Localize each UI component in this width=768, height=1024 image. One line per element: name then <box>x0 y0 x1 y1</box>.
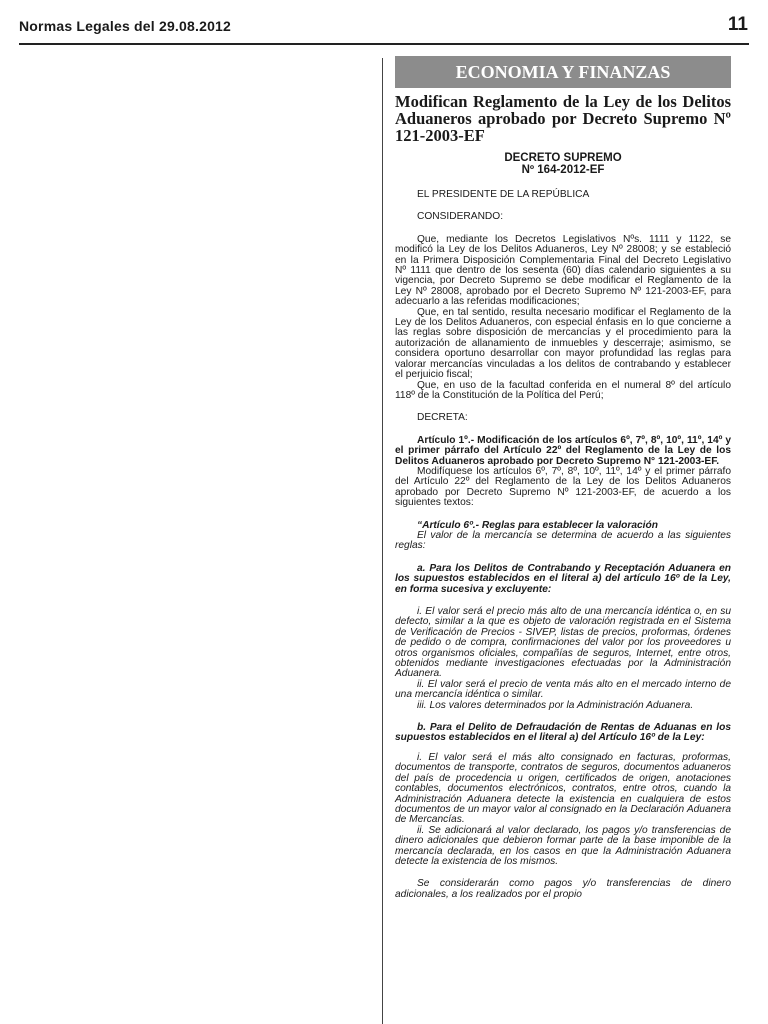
header-publication-date: Normas Legales del 29.08.2012 <box>19 18 232 34</box>
rule-a-heading: a. Para los Delitos de Contrabando y Receptación Aduanera en los supuestos establecidos en el literal a) del artículo 16º de la Ley, en forma sucesiva y excluyente: <box>395 562 731 595</box>
page-number: 11 <box>727 14 748 35</box>
rule-b-item-i: i. El valor será el más alto consignado en facturas, proformas, documentos de transporte, contratos de seguros, documentos aduaneros del país de procedencia u origen, certificados de origen, anotaciones contables, documentos electrónicos, contratos, entre otros, cuando la Administración Aduanera detecte la existencia en cualquiera de estos documentos de un mayor valor al consignado en la Declaración Aduanera de Mercancías. <box>395 751 731 826</box>
section-banner: ECONOMIA Y FINANZAS <box>395 56 731 88</box>
paragraph-que-2: Que, en tal sentido, resulta necesario modificar el Reglamento de la Ley de los Delitos Aduaneros, con especial énfasis en lo que concierne a las reglas sobre disposición de mercancías y el procedimiento para la autorización de allanamiento de inmuebles y descerraje; asimismo, se considera oportuno desarrollar con mayor profundidad las reglas para valorar mercancías vinculadas a los delitos de contrabando y establecer el perjuicio fiscal; <box>395 306 731 381</box>
article-title: Modifican Reglamento de la Ley de los Delitos Aduaneros aprobado por Decreto Supremo Nº 121-2003-EF <box>395 92 731 145</box>
right-column <box>395 56 731 900</box>
rule-a-item-i: i. El valor será el precio más alto de una mercancía idéntica o, en su defecto, similar a la que es objeto de valoración registrada en el Sistema de Verificación de Precios - SIVEP, listas de precios, proformas, órdenes de pedido o de compra, confirmaciones del valor por los proveedores u otros organismos oficiales, compañías de seguros, Internet, entre otros, obtenidos mediante investigaciones efectuadas por la Administración Aduanera. <box>395 606 731 680</box>
rule-a-item-ii: ii. El valor será el precio de venta más alto en el mercado interno de una mercancía idéntica o similar. <box>395 678 731 701</box>
article-1-body: Modifíquese los artículos 6º, 7º, 8º, 10º, 11º, 14º y el primer párrafo del Artículo 22º del Reglamento de la Ley de los Delitos Aduaneros aprobado por Decreto Supremo Nº 121-2003-EF, de acuerdo a los siguientes textos: <box>395 465 731 509</box>
rule-a-item-iii: iii. Los valores determinados por la Administración Aduanera. <box>417 699 694 711</box>
column-divider <box>382 58 383 1024</box>
paragraph-decreta: DECRETA: <box>417 412 468 424</box>
decree-line-2: Nº 164-2012-EF <box>521 164 605 176</box>
rule-b-heading: b. Para el Delito de Defraudación de Rentas de Aduanas en los supuestos establecidos en el literal a) del Artículo 16º de la Ley: <box>395 722 731 744</box>
paragraph-considerando: CONSIDERANDO: <box>417 211 504 223</box>
paragraph-presidente: EL PRESIDENTE DE LA REPÚBLICA <box>417 189 590 200</box>
paragraph-que-3: Que, en uso de la facultad conferida en el numeral 8º del artículo 118º de la Constitución de la Política del Perú; <box>395 379 731 401</box>
header-divider <box>19 43 749 45</box>
decree-heading <box>395 152 731 176</box>
article-1-heading: Artículo 1º.- Modificación de los artículos 6º, 7º, 8º, 10º, 11º, 14º y el primer párrafo del Artículo 22º del Reglamento de la Ley de los Delitos Aduaneros aprobado por Decreto Supremo N° 121-2003-EF. <box>395 434 731 467</box>
article-6-heading: “Artículo 6º.- Reglas para establecer la valoración <box>417 519 658 531</box>
paragraph-last: Se considerarán como pagos y/o transferencias de dinero adicionales, a los realizados por el propio <box>395 878 731 900</box>
rule-b-item-ii: ii. Se adicionará al valor declarado, los pagos y/o transferencias de dinero adicionales que debieron formar parte de la base imponible de la mercancía declarada, en los casos en que la Administración Aduanera detecte la existencia de los mismos. <box>395 824 731 867</box>
article-6-body: El valor de la mercancía se determina de acuerdo a las siguientes reglas: <box>395 529 731 552</box>
paragraph-que-1: Que, mediante los Decretos Legislativos Nºs. 1111 y 1122, se modificó la Ley de los Delitos Aduaneros, Ley Nº 28008; y se estableció en la Primera Disposición Complementaria Final del Decreto Legislativo Nº 1111 que dentro de los sesenta (60) días calendario siguientes a su vigencia, por Decreto Supremo se debe modificar el Reglamento de la Ley Nº 28008, aprobado por el Decreto Supremo Nº 121-2003-EF, para adecuarlo a las referidas modificaciones; <box>395 233 731 308</box>
decree-line-1: DECRETO SUPREMO <box>504 152 622 164</box>
